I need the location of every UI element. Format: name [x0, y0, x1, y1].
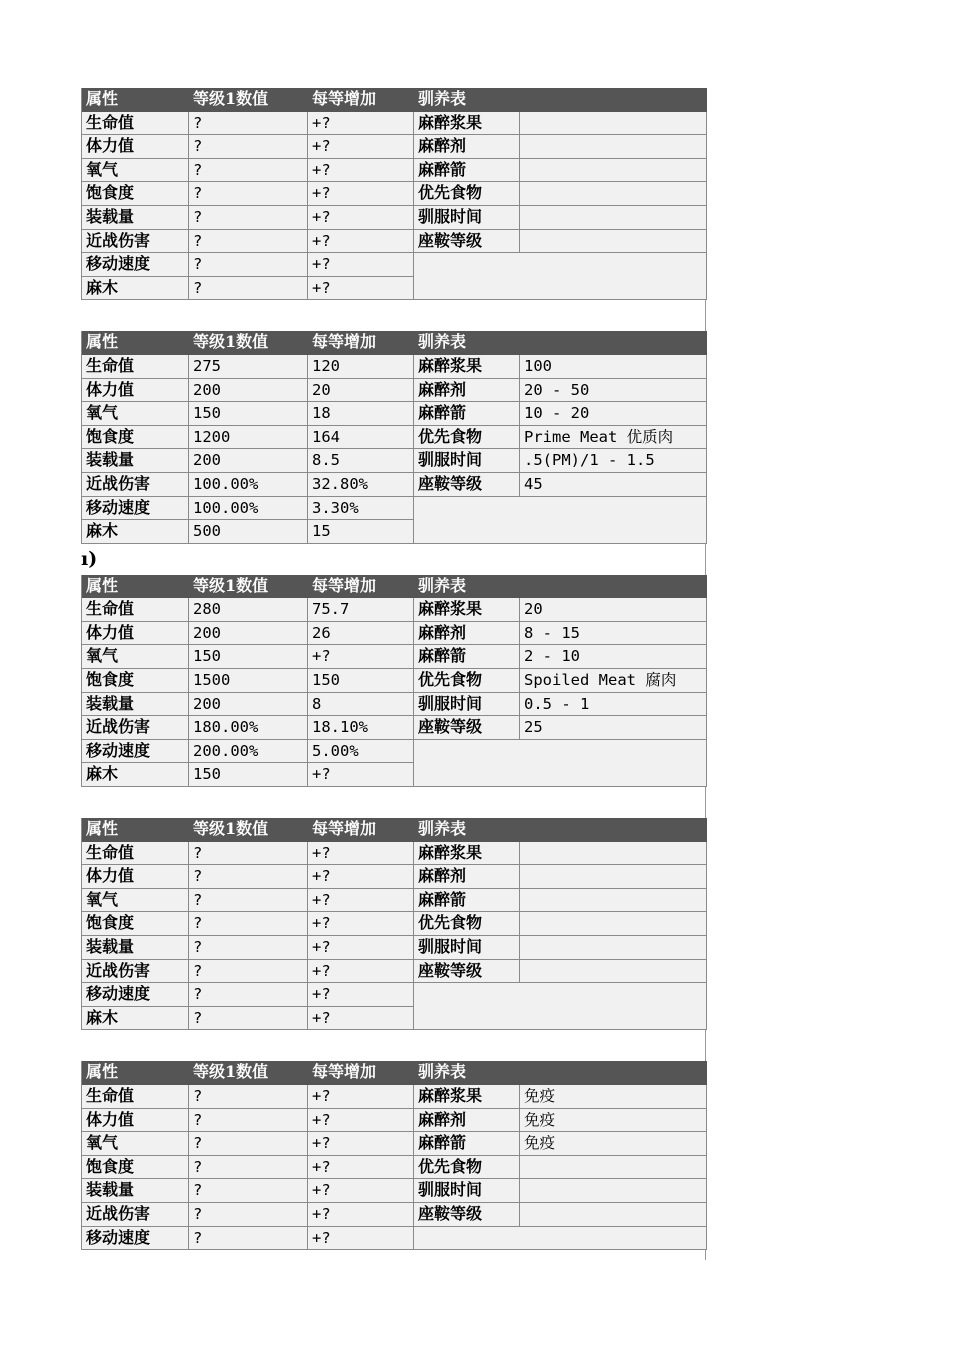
merged-blank-cell[interactable] — [414, 983, 707, 1030]
stat-base-cell[interactable]: ? — [189, 112, 308, 136]
stat-name-cell[interactable]: 装载量 — [82, 449, 189, 473]
merged-blank-cell[interactable] — [414, 253, 707, 300]
stat-grid — [81, 818, 706, 1030]
taming-value-cell[interactable]: Prime Meat 优质肉 — [520, 426, 707, 450]
taming-label-cell[interactable]: 麻醉箭 — [414, 159, 520, 183]
section-gap — [81, 300, 706, 331]
taming-value-cell[interactable]: 免疫 — [520, 1132, 707, 1156]
taming-label-cell[interactable]: 驯服时间 — [414, 936, 520, 960]
stat-name-cell[interactable]: 装载量 — [82, 936, 189, 960]
taming-label-cell[interactable]: 麻醉浆果 — [414, 598, 520, 622]
stat-name-cell[interactable]: 氧气 — [82, 402, 189, 426]
stat-increment-cell[interactable]: +? — [308, 182, 414, 206]
stat-name-cell[interactable]: 生命值 — [82, 355, 189, 379]
stat-grid — [81, 575, 706, 787]
taming-value-cell[interactable]: Spoiled Meat 腐肉 — [520, 669, 707, 693]
stat-base-cell[interactable]: 150 — [189, 402, 308, 426]
stat-name-cell[interactable]: 移动速度 — [82, 1227, 189, 1251]
stat-increment-cell[interactable]: +? — [308, 1007, 414, 1031]
header-blank[interactable] — [520, 1061, 707, 1085]
taming-value-cell[interactable] — [520, 936, 707, 960]
stat-increment-cell[interactable]: 18 — [308, 402, 414, 426]
stat-name-cell[interactable]: 移动速度 — [82, 983, 189, 1007]
taming-label-cell[interactable]: 麻醉剂 — [414, 622, 520, 646]
stat-name-cell[interactable]: 近战伤害 — [82, 230, 189, 254]
stat-base-cell[interactable]: ? — [189, 936, 308, 960]
taming-label-cell[interactable]: 麻醉剂 — [414, 865, 520, 889]
taming-value-cell[interactable]: 45 — [520, 473, 707, 497]
header-blank[interactable] — [520, 88, 707, 112]
header-attribute[interactable]: 属性 — [82, 88, 189, 112]
stat-increment-cell[interactable]: +? — [308, 1179, 414, 1203]
stat-base-cell[interactable]: 1200 — [189, 426, 308, 450]
stat-base-cell[interactable]: ? — [189, 889, 308, 913]
stat-base-cell[interactable]: 100.00% — [189, 473, 308, 497]
stat-name-cell[interactable]: 饱食度 — [82, 669, 189, 693]
stat-base-cell[interactable]: ? — [189, 182, 308, 206]
taming-label-cell[interactable]: 麻醉箭 — [414, 1132, 520, 1156]
stat-name-cell[interactable]: 体力值 — [82, 622, 189, 646]
stat-increment-cell[interactable]: 32.80% — [308, 473, 414, 497]
taming-label-cell[interactable]: 麻醉浆果 — [414, 355, 520, 379]
header-taming[interactable]: 驯养表 — [414, 575, 520, 599]
taming-value-cell[interactable] — [520, 112, 707, 136]
stat-base-cell[interactable]: ? — [189, 960, 308, 984]
stat-increment-cell[interactable]: 15 — [308, 520, 414, 544]
merged-blank-cell[interactable] — [414, 497, 707, 544]
stat-name-cell[interactable]: 体力值 — [82, 1109, 189, 1133]
taming-value-cell[interactable]: 0.5 - 1 — [520, 693, 707, 717]
taming-value-cell[interactable]: 100 — [520, 355, 707, 379]
section-gap — [81, 1030, 706, 1061]
stat-base-cell[interactable]: 200 — [189, 379, 308, 403]
taming-value-cell[interactable]: 20 - 50 — [520, 379, 707, 403]
stat-increment-cell[interactable]: +? — [308, 135, 414, 159]
creature-stat-table — [81, 575, 706, 787]
stat-name-cell[interactable]: 移动速度 — [82, 740, 189, 764]
header-per-level[interactable]: 每等增加 — [308, 331, 414, 355]
stat-increment-cell[interactable]: 164 — [308, 426, 414, 450]
spreadsheet — [81, 88, 706, 1250]
taming-value-cell[interactable] — [520, 1179, 707, 1203]
taming-value-cell[interactable] — [520, 912, 707, 936]
stat-name-cell[interactable]: 氧气 — [82, 645, 189, 669]
header-level1-value[interactable]: 等级1数值 — [189, 1061, 308, 1085]
taming-label-cell[interactable]: 优先食物 — [414, 182, 520, 206]
stat-name-cell[interactable]: 麻木 — [82, 763, 189, 787]
taming-label-cell[interactable]: 优先食物 — [414, 1156, 520, 1180]
stat-name-cell[interactable]: 体力值 — [82, 379, 189, 403]
stat-name-cell[interactable]: 装载量 — [82, 206, 189, 230]
stat-base-cell[interactable]: 275 — [189, 355, 308, 379]
stat-name-cell[interactable]: 体力值 — [82, 865, 189, 889]
header-attribute[interactable]: 属性 — [82, 1061, 189, 1085]
stat-base-cell[interactable]: 180.00% — [189, 716, 308, 740]
stat-name-cell[interactable]: 体力值 — [82, 135, 189, 159]
stat-increment-cell[interactable]: +? — [308, 112, 414, 136]
stat-base-cell[interactable]: ? — [189, 842, 308, 866]
stat-increment-cell[interactable]: 5.00% — [308, 740, 414, 764]
taming-value-cell[interactable] — [520, 230, 707, 254]
stat-name-cell[interactable]: 氧气 — [82, 159, 189, 183]
stat-increment-cell[interactable]: +? — [308, 865, 414, 889]
stat-base-cell[interactable]: ? — [189, 865, 308, 889]
stat-increment-cell[interactable]: +? — [308, 842, 414, 866]
taming-label-cell[interactable]: 麻醉箭 — [414, 402, 520, 426]
stat-base-cell[interactable]: ? — [189, 1227, 308, 1251]
stat-grid — [81, 88, 706, 300]
merged-blank-cell[interactable] — [414, 740, 707, 787]
stat-base-cell[interactable]: ? — [189, 206, 308, 230]
header-per-level[interactable]: 每等增加 — [308, 88, 414, 112]
stat-base-cell[interactable]: ? — [189, 1007, 308, 1031]
stat-base-cell[interactable]: 200.00% — [189, 740, 308, 764]
stat-name-cell[interactable]: 生命值 — [82, 842, 189, 866]
stat-increment-cell[interactable]: +? — [308, 1132, 414, 1156]
stat-base-cell[interactable]: 280 — [189, 598, 308, 622]
taming-label-cell[interactable]: 驯服时间 — [414, 1179, 520, 1203]
stat-name-cell[interactable]: 饱食度 — [82, 426, 189, 450]
section-title-text: ı) — [81, 547, 98, 570]
stat-base-cell[interactable]: ? — [189, 135, 308, 159]
stat-name-cell[interactable]: 饱食度 — [82, 182, 189, 206]
header-attribute[interactable]: 属性 — [82, 331, 189, 355]
stat-increment-cell[interactable]: +? — [308, 983, 414, 1007]
stat-name-cell[interactable]: 装载量 — [82, 1179, 189, 1203]
stat-base-cell[interactable]: ? — [189, 230, 308, 254]
taming-value-cell[interactable] — [520, 182, 707, 206]
header-level1-value[interactable]: 等级1数值 — [189, 575, 308, 599]
taming-label-cell[interactable]: 驯服时间 — [414, 449, 520, 473]
stat-base-cell[interactable]: ? — [189, 1156, 308, 1180]
taming-label-cell[interactable]: 麻醉浆果 — [414, 112, 520, 136]
taming-value-cell[interactable] — [520, 889, 707, 913]
stat-base-cell[interactable]: ? — [189, 912, 308, 936]
stat-increment-cell[interactable]: +? — [308, 912, 414, 936]
stat-base-cell[interactable]: ? — [189, 277, 308, 301]
stat-grid — [81, 331, 706, 543]
stat-increment-cell[interactable]: 8 — [308, 693, 414, 717]
taming-value-cell[interactable] — [520, 159, 707, 183]
creature-stat-table — [81, 1061, 706, 1250]
stat-base-cell[interactable]: ? — [189, 983, 308, 1007]
stat-increment-cell[interactable]: 150 — [308, 669, 414, 693]
stat-base-cell[interactable]: ? — [189, 1179, 308, 1203]
stat-base-cell[interactable]: ? — [189, 1132, 308, 1156]
stat-increment-cell[interactable]: +? — [308, 1227, 414, 1251]
taming-value-cell[interactable]: 免疫 — [520, 1109, 707, 1133]
stat-increment-cell[interactable]: 20 — [308, 379, 414, 403]
taming-value-cell[interactable]: 免疫 — [520, 1085, 707, 1109]
stat-base-cell[interactable]: ? — [189, 1109, 308, 1133]
header-level1-value[interactable]: 等级1数值 — [189, 88, 308, 112]
stat-increment-cell[interactable]: +? — [308, 230, 414, 254]
stat-name-cell[interactable]: 近战伤害 — [82, 1203, 189, 1227]
header-attribute[interactable]: 属性 — [82, 818, 189, 842]
taming-label-cell[interactable]: 座鞍等级 — [414, 960, 520, 984]
stat-increment-cell[interactable]: +? — [308, 159, 414, 183]
header-per-level[interactable]: 每等增加 — [308, 575, 414, 599]
header-taming[interactable]: 驯养表 — [414, 818, 520, 842]
stat-name-cell[interactable]: 移动速度 — [82, 497, 189, 521]
header-blank[interactable] — [520, 331, 707, 355]
header-taming[interactable]: 驯养表 — [414, 331, 520, 355]
header-per-level[interactable]: 每等增加 — [308, 1061, 414, 1085]
taming-label-cell[interactable]: 优先食物 — [414, 669, 520, 693]
stat-name-cell[interactable]: 饱食度 — [82, 1156, 189, 1180]
taming-label-cell[interactable]: 麻醉箭 — [414, 889, 520, 913]
header-blank[interactable] — [520, 818, 707, 842]
taming-label-cell[interactable]: 优先食物 — [414, 912, 520, 936]
stat-name-cell[interactable]: 饱食度 — [82, 912, 189, 936]
stat-name-cell[interactable]: 麻木 — [82, 1007, 189, 1031]
taming-label-cell[interactable]: 座鞍等级 — [414, 716, 520, 740]
stat-name-cell[interactable]: 氧气 — [82, 889, 189, 913]
section-gap — [81, 787, 706, 818]
stat-increment-cell[interactable]: +? — [308, 1156, 414, 1180]
creature-stat-table — [81, 818, 706, 1030]
stat-base-cell[interactable]: 100.00% — [189, 497, 308, 521]
stat-base-cell[interactable]: ? — [189, 253, 308, 277]
creature-stat-table — [81, 88, 706, 300]
stat-increment-cell[interactable]: +? — [308, 253, 414, 277]
header-attribute[interactable]: 属性 — [82, 575, 189, 599]
stat-base-cell[interactable]: 150 — [189, 763, 308, 787]
taming-label-cell[interactable]: 麻醉剂 — [414, 1109, 520, 1133]
stat-increment-cell[interactable]: 75.7 — [308, 598, 414, 622]
creature-stat-table — [81, 331, 706, 543]
header-taming[interactable]: 驯养表 — [414, 88, 520, 112]
stat-name-cell[interactable]: 近战伤害 — [82, 716, 189, 740]
merged-blank-cell[interactable] — [414, 1227, 707, 1251]
taming-value-cell[interactable]: 20 — [520, 598, 707, 622]
taming-label-cell[interactable]: 麻醉剂 — [414, 135, 520, 159]
stat-name-cell[interactable]: 麻木 — [82, 520, 189, 544]
taming-label-cell[interactable]: 座鞍等级 — [414, 1203, 520, 1227]
stat-increment-cell[interactable]: +? — [308, 277, 414, 301]
stat-increment-cell[interactable]: +? — [308, 645, 414, 669]
stat-name-cell[interactable]: 移动速度 — [82, 253, 189, 277]
stat-name-cell[interactable]: 近战伤害 — [82, 960, 189, 984]
stat-base-cell[interactable]: 150 — [189, 645, 308, 669]
stat-increment-cell[interactable]: +? — [308, 889, 414, 913]
taming-label-cell[interactable]: 麻醉浆果 — [414, 842, 520, 866]
stat-increment-cell[interactable]: 3.30% — [308, 497, 414, 521]
stat-increment-cell[interactable]: 120 — [308, 355, 414, 379]
stat-base-cell[interactable]: 500 — [189, 520, 308, 544]
taming-value-cell[interactable] — [520, 135, 707, 159]
header-blank[interactable] — [520, 575, 707, 599]
stat-increment-cell[interactable]: 26 — [308, 622, 414, 646]
stat-increment-cell[interactable]: +? — [308, 206, 414, 230]
taming-value-cell[interactable] — [520, 960, 707, 984]
taming-label-cell[interactable]: 驯服时间 — [414, 693, 520, 717]
taming-value-cell[interactable]: 8 - 15 — [520, 622, 707, 646]
taming-value-cell[interactable] — [520, 1156, 707, 1180]
taming-value-cell[interactable]: 10 - 20 — [520, 402, 707, 426]
stat-increment-cell[interactable]: +? — [308, 936, 414, 960]
taming-label-cell[interactable]: 麻醉浆果 — [414, 1085, 520, 1109]
stat-base-cell[interactable]: 200 — [189, 622, 308, 646]
stat-increment-cell[interactable]: +? — [308, 1085, 414, 1109]
taming-label-cell[interactable]: 优先食物 — [414, 426, 520, 450]
stat-name-cell[interactable]: 生命值 — [82, 598, 189, 622]
taming-label-cell[interactable]: 麻醉箭 — [414, 645, 520, 669]
stat-increment-cell[interactable]: +? — [308, 763, 414, 787]
stat-base-cell[interactable]: ? — [189, 159, 308, 183]
taming-value-cell[interactable] — [520, 1203, 707, 1227]
stat-base-cell[interactable]: ? — [189, 1085, 308, 1109]
stat-base-cell[interactable]: ? — [189, 1203, 308, 1227]
stat-base-cell[interactable]: 1500 — [189, 669, 308, 693]
header-level1-value[interactable]: 等级1数值 — [189, 818, 308, 842]
stat-base-cell[interactable]: 200 — [189, 449, 308, 473]
taming-value-cell[interactable] — [520, 865, 707, 889]
stat-name-cell[interactable]: 生命值 — [82, 1085, 189, 1109]
taming-value-cell[interactable]: 2 - 10 — [520, 645, 707, 669]
stat-increment-cell[interactable]: +? — [308, 1109, 414, 1133]
header-taming[interactable]: 驯养表 — [414, 1061, 520, 1085]
stat-increment-cell[interactable]: +? — [308, 960, 414, 984]
header-per-level[interactable]: 每等增加 — [308, 818, 414, 842]
stat-name-cell[interactable]: 生命值 — [82, 112, 189, 136]
stat-base-cell[interactable]: 200 — [189, 693, 308, 717]
taming-label-cell[interactable]: 座鞍等级 — [414, 230, 520, 254]
taming-value-cell[interactable]: 25 — [520, 716, 707, 740]
stat-increment-cell[interactable]: 8.5 — [308, 449, 414, 473]
section-title-fragment — [81, 544, 706, 575]
stat-name-cell[interactable]: 近战伤害 — [82, 473, 189, 497]
taming-value-cell[interactable] — [520, 842, 707, 866]
stat-grid — [81, 1061, 706, 1250]
taming-value-cell[interactable] — [520, 206, 707, 230]
taming-label-cell[interactable]: 座鞍等级 — [414, 473, 520, 497]
stat-name-cell[interactable]: 麻木 — [82, 277, 189, 301]
taming-label-cell[interactable]: 麻醉剂 — [414, 379, 520, 403]
taming-value-cell[interactable]: .5(PM)/1 - 1.5 — [520, 449, 707, 473]
stat-name-cell[interactable]: 装载量 — [82, 693, 189, 717]
stat-increment-cell[interactable]: 18.10% — [308, 716, 414, 740]
stat-increment-cell[interactable]: +? — [308, 1203, 414, 1227]
header-level1-value[interactable]: 等级1数值 — [189, 331, 308, 355]
stat-name-cell[interactable]: 氧气 — [82, 1132, 189, 1156]
taming-label-cell[interactable]: 驯服时间 — [414, 206, 520, 230]
